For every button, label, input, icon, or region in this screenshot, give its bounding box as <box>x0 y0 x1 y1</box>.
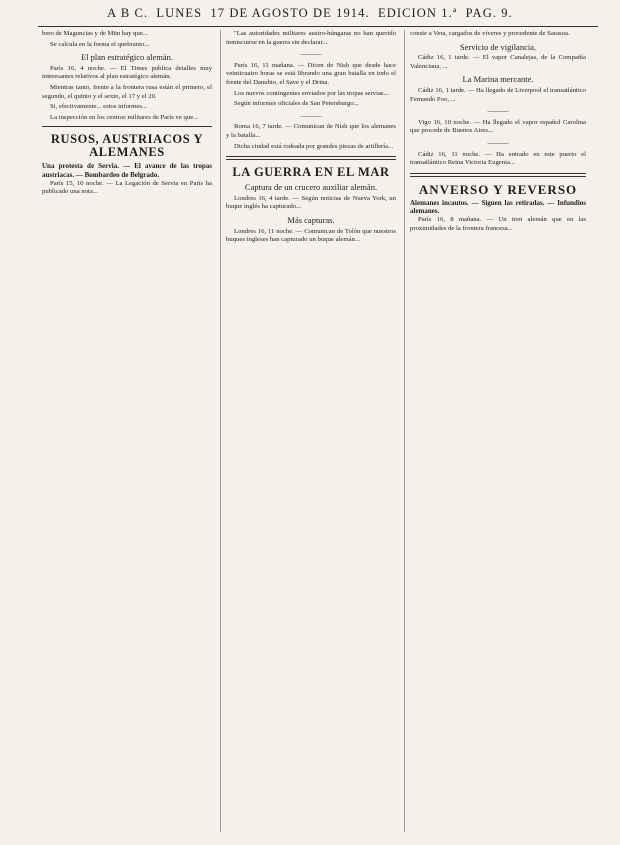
headline: ANVERSO Y REVERSO <box>418 181 578 197</box>
section-heading: Más capturas. <box>287 214 335 225</box>
header-rule <box>38 26 598 27</box>
article-paragraph: Londres 16, 11 noche. — Comunican de Tolón que nuestros buques ingleses han capturado un buque alemán... <box>226 227 396 244</box>
column-2 <box>226 30 396 832</box>
article-paragraph: Roma 16, 7 tarde. — Comunican de Nish que los alemanes y la batalla... <box>226 123 396 139</box>
article-paragraph: París 16, 8 mañana. — Un tren alemán que en las proximidades de la frontera francesa... <box>410 215 586 232</box>
subheadline: Una protesta de Servia. — El avance de las tropas austriacas. — Bombardeo de Belgrado. <box>42 162 212 179</box>
article-paragraph: bero de Maguncias y de Mün hay que... <box>42 30 148 37</box>
headline: RUSOS, AUSTRIACOS Y ALEMANES <box>50 132 204 160</box>
section-heading: La Marina mercante. <box>462 74 534 85</box>
section-heading: El plan estratégico alemán. <box>80 52 174 63</box>
separator: ——— <box>487 138 509 147</box>
article-paragraph: Mientras tanto, frente a la frontera rusa están el primero, el segundo, el quinto y el sexto, el 17 y el 20. <box>42 83 212 100</box>
column-divider <box>220 30 221 832</box>
separator: ——— <box>487 107 509 116</box>
separator: ——— <box>300 111 322 120</box>
section-heading: Servicio de vigilancia. <box>459 41 537 52</box>
article-paragraph: Si, efectivamente... estos informes... <box>50 103 147 111</box>
section-rule <box>42 126 212 127</box>
article-paragraph: París 16, 4 noche. — El Times publica detalles muy interesantes relativos al plan estratégico alemán. <box>42 64 212 81</box>
section-rule <box>410 173 586 177</box>
column-divider <box>404 30 405 832</box>
article-paragraph: La inspección en los centros militares de París ve que... <box>50 113 199 121</box>
header-day: LUNES <box>156 6 203 20</box>
section-rule <box>226 156 396 160</box>
article-paragraph: Cádiz 16, 1 tarde. — Ha llegado de Liverpool el transatlántico Fernando Poo, ... <box>410 86 586 103</box>
article-paragraph: París 15, 10 noche. — La Legación de Servia en París ha publicado una nota... <box>42 179 212 196</box>
article-paragraph: Cádiz 16, 1 tarde. — El vapor Canalejas, de la Compañía Valenciana, ... <box>410 54 586 70</box>
article-paragraph: Londres 16, 4 tarde. — Según noticias de Nueva York, un buque inglés ha capturado... <box>226 194 396 211</box>
article-paragraph: Cádiz 16, 11 noche. — Ha entrado en este puerto el transatlántico Reina Victoria Eugenia... <box>410 150 586 167</box>
separator: ——— <box>300 50 322 59</box>
header-abc: A B C. <box>107 6 149 20</box>
article-paragraph: París 16, 11 mañana. — Dicen de Nish que desde hace veinticuatro horas se está librando una gran batalla en todo el frente del Danubio, el Save y el Drina. <box>226 61 396 86</box>
header-page: PAG. 9. <box>465 6 513 20</box>
column-1 <box>42 30 212 832</box>
header-edition: EDICION 1.ª <box>377 6 458 20</box>
article-paragraph: Se calcula en la forma el quebranto... <box>50 40 150 48</box>
header-date: 17 DE AGOSTO DE 1914. <box>210 6 370 20</box>
headline: LA GUERRA EN EL MAR <box>232 165 390 180</box>
article-paragraph: Dicha ciudad está rodeada por grandes piezas de artillería... <box>234 142 394 150</box>
article-paragraph: "Las autoridades militares austro-húngaras no han querido inmiscuirse en la guerra sin declarar... <box>226 30 396 46</box>
subheadline: Alemanes incautos. — Siguen las retiradas. — Infundios alemanes. <box>410 198 586 216</box>
article-paragraph: Los nuevos contingentes enviados por las tropas servias... <box>234 89 389 97</box>
article-paragraph: Vigo 16, 10 noche. — Ha llegado el vapor español Carolina que procede de Buenos Aires... <box>410 118 586 135</box>
column-3 <box>410 30 586 832</box>
article-paragraph: conste a Vera, cargados de víveres y procedente de Sarasoa. <box>410 30 570 37</box>
article-paragraph: Según informes oficiales de San Petersburgo... <box>234 100 359 108</box>
section-heading: Captura de un crucero auxiliar alemán. <box>244 182 378 193</box>
